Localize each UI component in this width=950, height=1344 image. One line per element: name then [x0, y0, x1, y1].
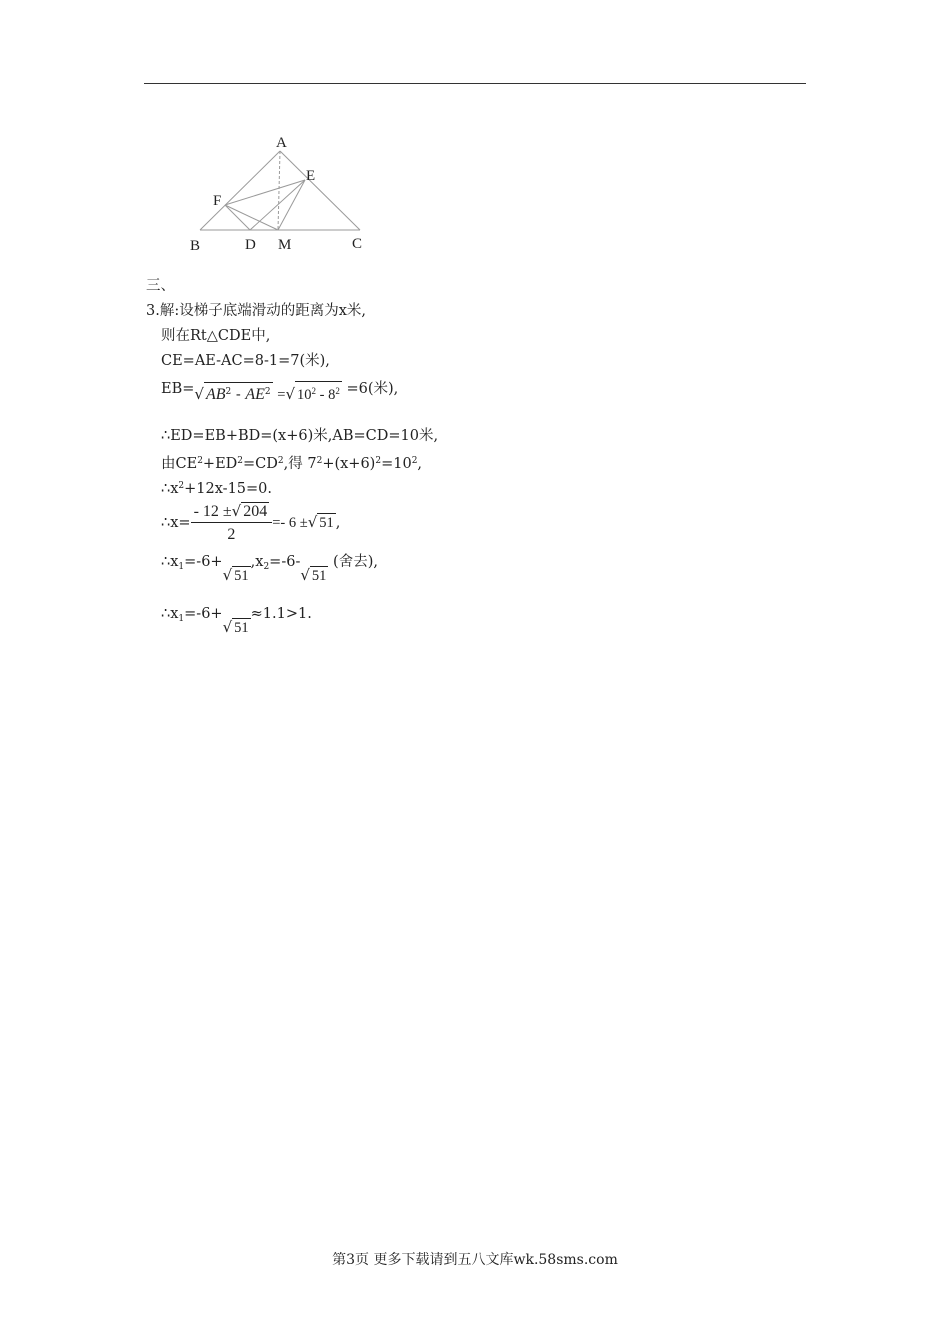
- solution-line-10: $\therefore x_1=-6+√$ 51≈1.1>1.: [161, 606, 312, 636]
- radicand-1: $AB^2 - AE^2$: [204, 382, 273, 404]
- solution-line-5: ∴ED=EB+BD=(x+6)米,AB=CD=10米,: [161, 428, 439, 444]
- solution-line-8: ∴x= $\frac{- 12 \pm√ 204}{2}$ =- 6 ±√ 51 ,: [161, 502, 341, 543]
- solution-line-1: 3.解:设梯子底端滑动的距离为x米,: [146, 303, 367, 319]
- label-d: D: [245, 237, 256, 253]
- solution-line-4: EB=√ $AB^2 - AE^2$ =√ $10^2 - 8^2 =6$(米),: [161, 381, 399, 403]
- segment-am-dashed: [278, 151, 280, 230]
- section-heading: 三、: [146, 278, 175, 294]
- label-m: M: [278, 237, 292, 253]
- label-a: A: [276, 135, 287, 151]
- label-e: E: [306, 168, 316, 184]
- label-f: F: [213, 193, 222, 209]
- quadratic-fraction: $\frac{- 12 \pm√ 204}{2}$: [191, 502, 273, 544]
- segment-fm: [225, 205, 278, 230]
- solution-line-6: 由$CE^2+ED^2=CD^2$,得 $7^2+(x+6)^2=10^2$,: [161, 456, 423, 472]
- header-rule: [144, 83, 806, 84]
- label-c: C: [352, 236, 363, 252]
- solution-line-7: $\therefore x^2+12x-15=0$.: [161, 481, 272, 497]
- page-footer: 第3页 更多下载请到五八文库wk.58sms.com: [332, 1252, 618, 1268]
- solution-line-2: 则在Rt△CDE中,: [161, 328, 271, 344]
- solution-line-9: $\therefore x_1=-6+√$ $51,x_2=-6-√$ 51 (舍去),: [161, 554, 378, 584]
- sqrt-symbol: √: [194, 385, 204, 403]
- label-b: B: [190, 238, 201, 254]
- segment-de: [250, 180, 305, 230]
- segment-ac: [280, 151, 360, 230]
- radicand-2: $10^2 - 8^2$: [295, 381, 342, 404]
- segment-fd: [225, 205, 250, 230]
- solution-line-3: CE=AE-AC=8-1=7(米),: [161, 353, 330, 369]
- geometry-figure: [180, 133, 380, 258]
- segment-ab: [200, 151, 280, 230]
